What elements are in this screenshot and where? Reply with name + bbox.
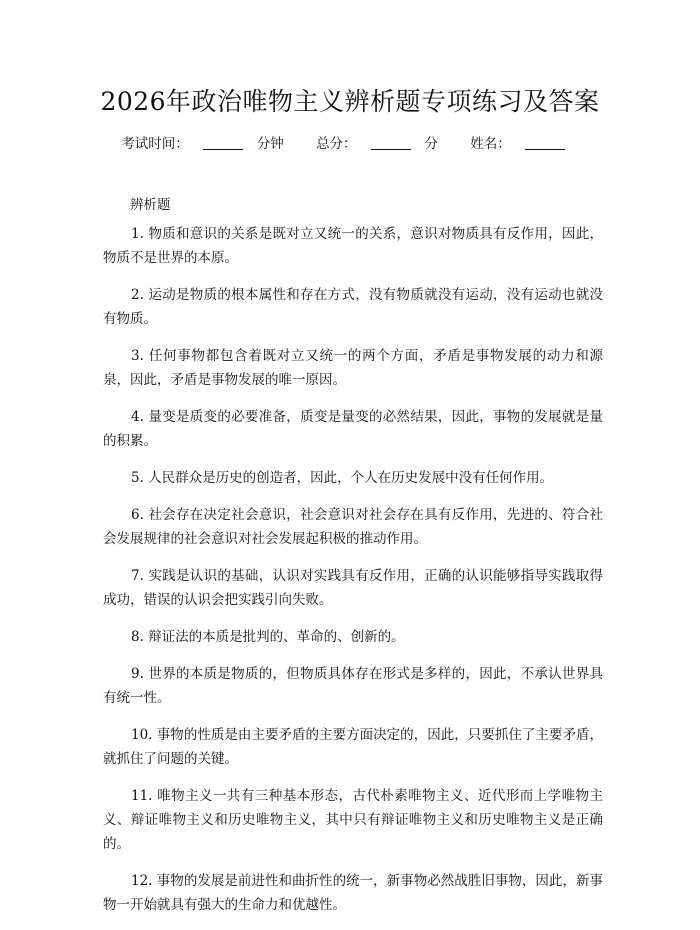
question-item: 10. 事物的性质是由主要矛盾的主要方面决定的，因此，只要抓住了主要矛盾，就抓住了问题的关键。 — [103, 727, 603, 767]
exam-time-label: 考试时间： — [121, 136, 189, 152]
question-item: 5. 人民群众是历史的创造者，因此，个人在历史发展中没有任何作用。 — [131, 470, 554, 486]
question-item: 7. 实践是认识的基础，认识对实践具有反作用，正确的认识能够指导实践取得成功，错误的认识会把实践引向失败。 — [103, 568, 603, 608]
question-item: 1. 物质和意识的关系是既对立又统一的关系，意识对物质具有反作用，因此，物质不是世界的本原。 — [103, 226, 603, 266]
total-score-unit: 分 — [424, 136, 438, 152]
student-name-label: 姓名： — [470, 136, 511, 152]
document-title: 2026年政治唯物主义辨析题专项练习及答案 — [100, 87, 600, 116]
section-heading: 辨析题 — [130, 197, 171, 213]
total-score — [316, 136, 442, 152]
exam-time-unit: 分钟 — [256, 136, 284, 152]
question-item: 4. 量变是质变的必要准备，质变是量变的必然结果，因此，事物的发展就是量的积累。 — [103, 409, 603, 449]
question-item: 2. 运动是物质的根本属性和存在方式，没有物质就没有运动，没有运动也就没有物质。 — [103, 287, 603, 327]
question-item: 8. 辩证法的本质是批判的、革命的、创新的。 — [131, 629, 405, 645]
student-name-blank — [525, 139, 565, 150]
exam-time-blank — [203, 139, 243, 150]
question-list — [103, 222, 603, 930]
question-item: 3. 任何事物都包含着既对立又统一的两个方面，矛盾是事物发展的动力和源泉，因此，矛盾是事物发展的唯一原因。 — [103, 348, 603, 388]
question-item: 6. 社会存在决定社会意识，社会意识对社会存在具有反作用，先进的、符合社会发展规律的社会意识对社会发展起积极的推动作用。 — [103, 507, 603, 547]
exam-info — [0, 132, 700, 152]
total-score-blank — [371, 139, 411, 150]
exam-time — [121, 136, 288, 152]
total-score-label: 总分： — [316, 136, 357, 152]
question-item: 9. 世界的本质是物质的，但物质具体存在形式是多样的，因此，不承认世界具有统一性。 — [103, 666, 603, 706]
student-name — [470, 136, 579, 152]
question-item: 11. 唯物主义一共有三种基本形态，古代朴素唯物主义、近代形而上学唯物主义、辩证唯物主义和历史唯物主义，其中只有辩证唯物主义和历史唯物主义是正确的。 — [103, 788, 603, 852]
question-item: 12. 事物的发展是前进性和曲折性的统一，新事物必然战胜旧事物，因此，新事物一开始就具有强大的生命力和优越性。 — [103, 873, 603, 913]
